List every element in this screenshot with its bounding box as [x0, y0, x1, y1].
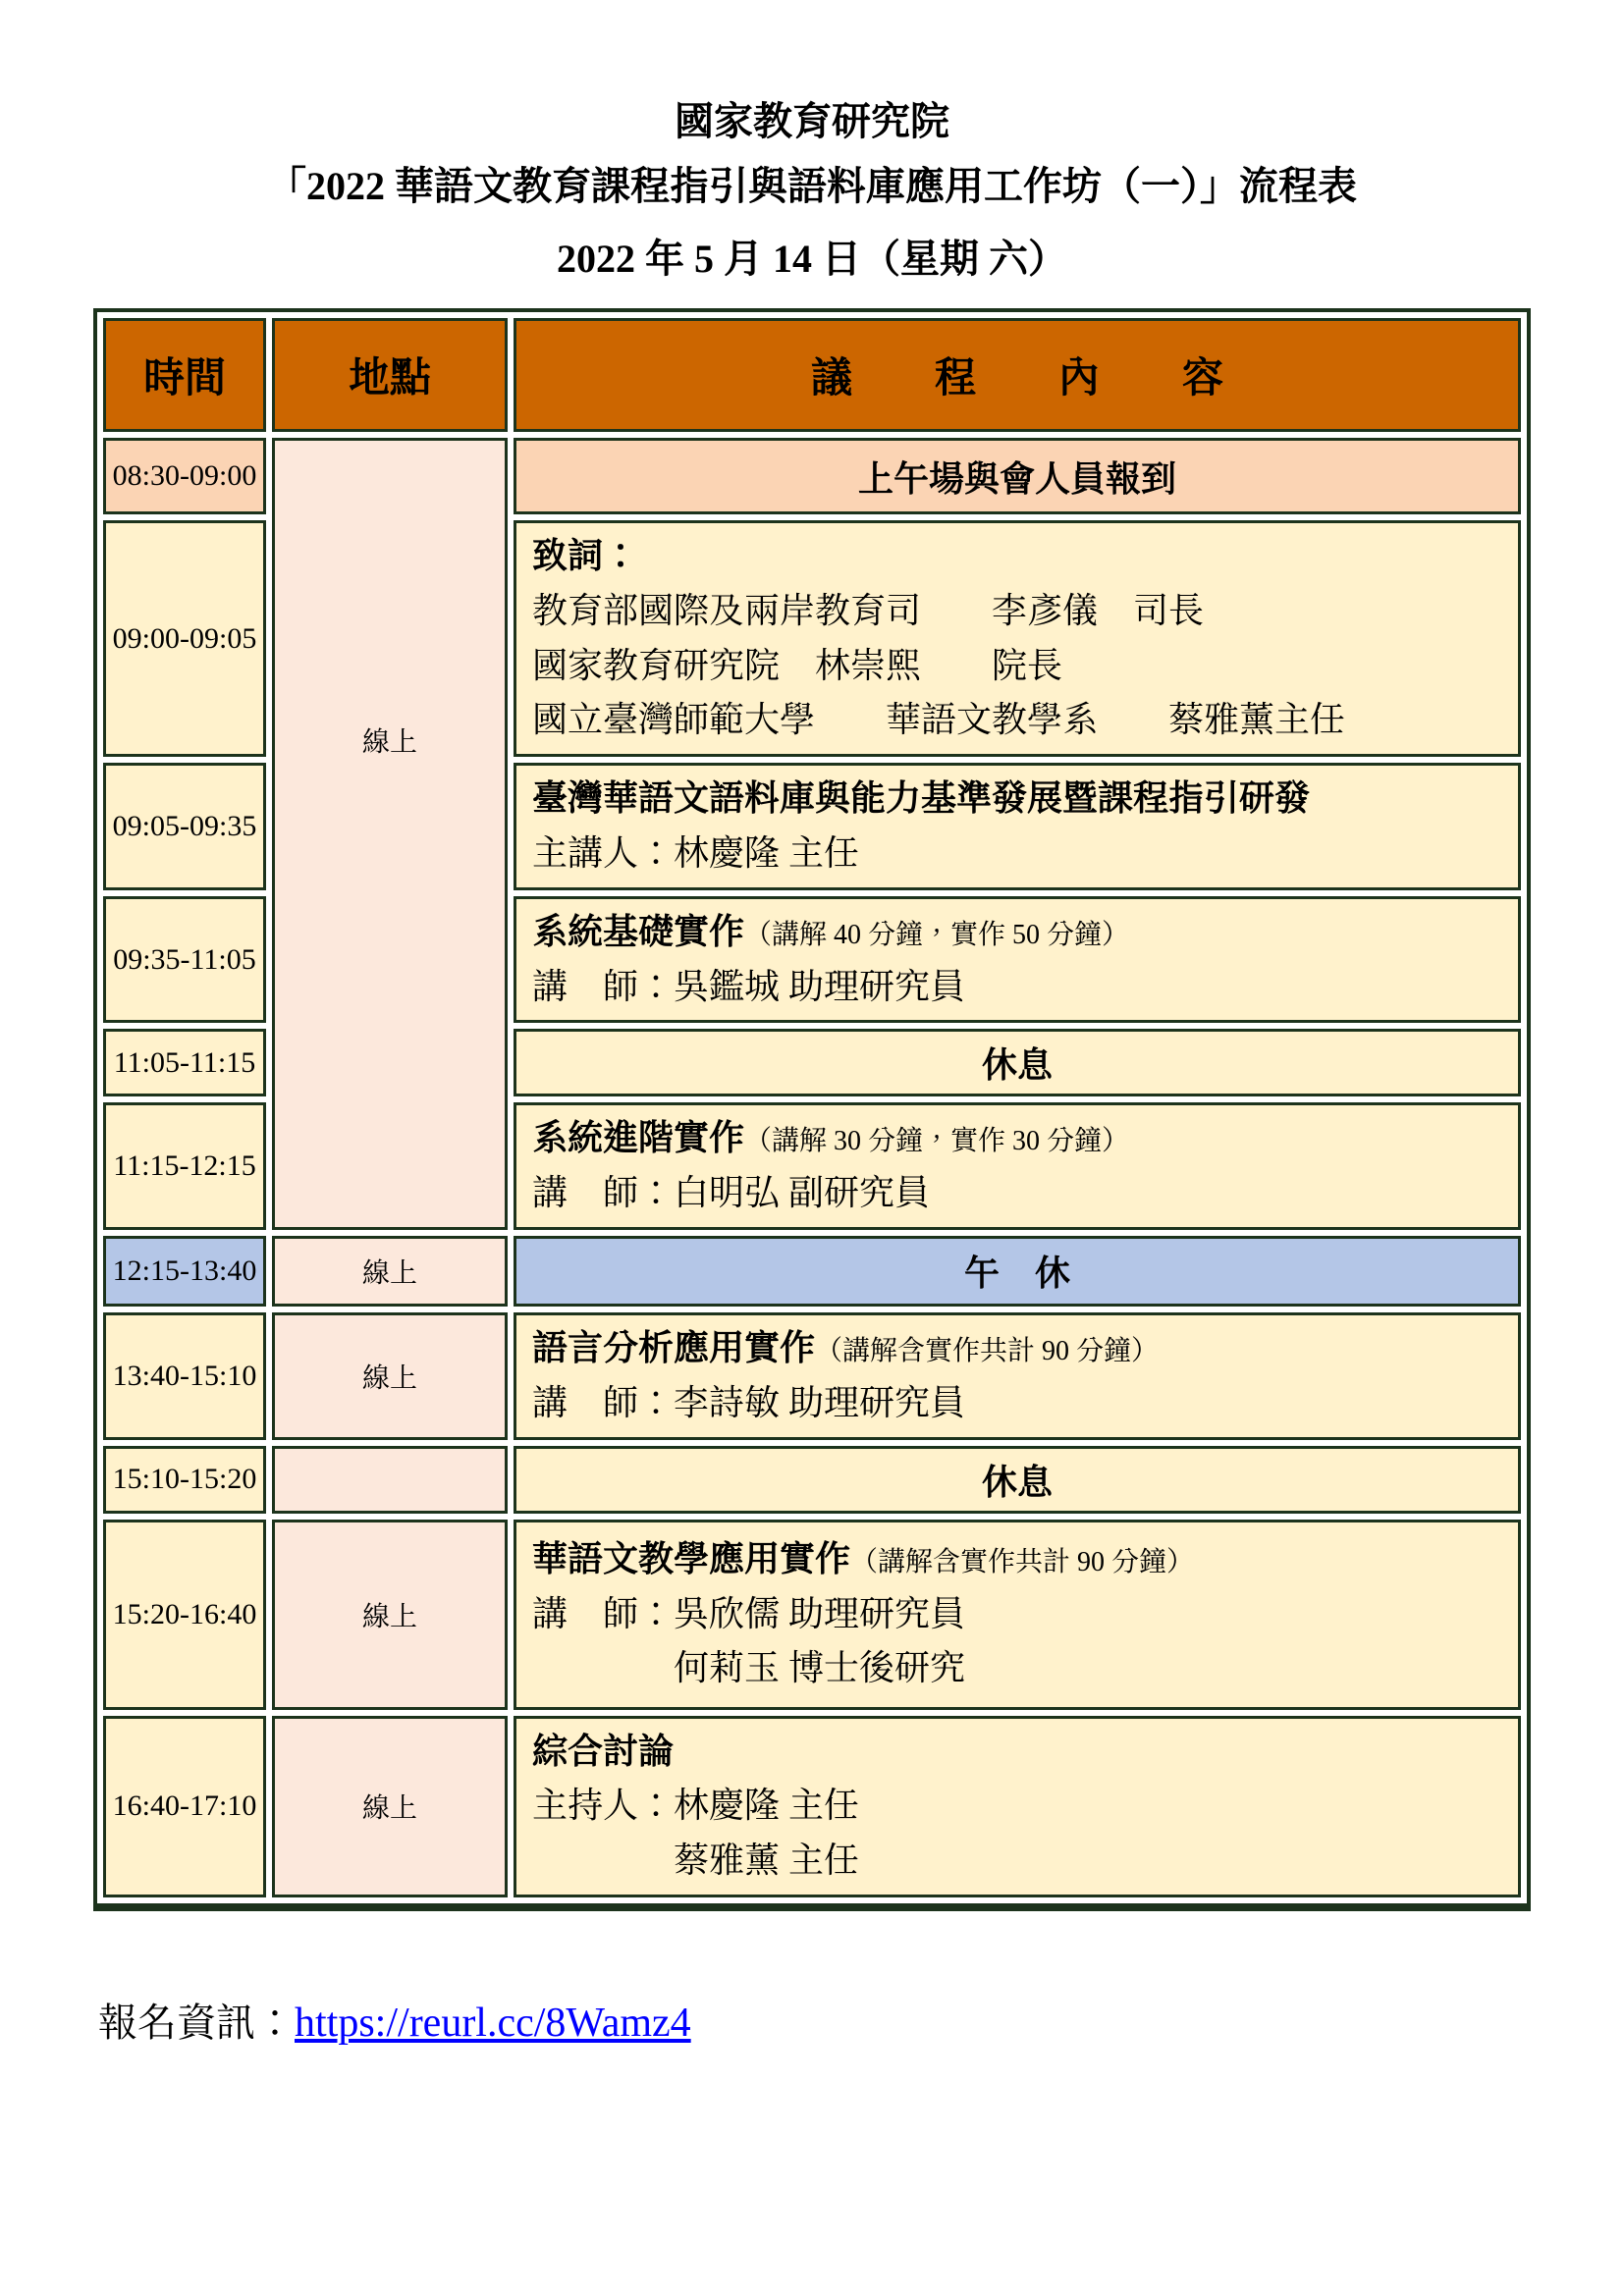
- speaker-line: 講 師：白明弘 副研究員: [532, 1173, 931, 1213]
- location-cell-online-morning: 線上: [272, 438, 508, 1230]
- session-title: 華語文教學應用實作: [532, 1538, 851, 1578]
- table-row: [103, 1520, 1521, 1710]
- content-cell-checkin: 上午場與會人員報到: [514, 438, 1521, 514]
- time-cell: 15:20-16:40: [103, 1520, 266, 1710]
- content-cell-break: 休息: [514, 1446, 1521, 1514]
- location-cell: 線上: [272, 1716, 508, 1897]
- time-cell: 09:05-09:35: [103, 763, 266, 890]
- header-row: [103, 318, 1521, 432]
- speaker-line: 主講人：林慶隆 主任: [532, 832, 860, 873]
- location-cell: 線上: [272, 1312, 508, 1440]
- session-title: 語言分析應用實作: [532, 1327, 816, 1367]
- speaker-line: 蔡雅薰 主任: [532, 1841, 860, 1881]
- content-cell-basic-practice: [514, 896, 1521, 1024]
- workshop-title: 「2022 華語文教育課程指引與語料庫應用工作坊（一）」流程表: [267, 164, 1357, 208]
- content-cell-teaching-practice: [514, 1520, 1521, 1710]
- time-cell: 15:10-15:20: [103, 1446, 266, 1514]
- registration-label: 報名資訊：: [98, 2000, 295, 2045]
- session-title: 綜合討論: [532, 1731, 675, 1771]
- speaker-line: 講 師：李詩敏 助理研究員: [532, 1382, 966, 1422]
- table-row: [103, 1446, 1521, 1514]
- content-cell-break: 休息: [514, 1029, 1521, 1096]
- column-header-time: 時間: [103, 318, 266, 432]
- time-cell: 11:15-12:15: [103, 1102, 266, 1230]
- session-note: （講解含實作共計 90 分鐘）: [815, 1335, 1160, 1366]
- session-title: 系統基礎實作: [532, 911, 745, 951]
- speaker-line: 講 師：吳鑑城 助理研究員: [532, 966, 966, 1006]
- table-row: [103, 1716, 1521, 1897]
- table-row: [103, 1312, 1521, 1440]
- content-cell-lunch: 午 休: [514, 1236, 1521, 1307]
- speaker-line: 國家教育研究院 林崇熙 院長: [532, 645, 1063, 685]
- location-cell: 線上: [272, 1520, 508, 1710]
- content-cell-language-analysis: [514, 1312, 1521, 1440]
- location-cell: 線上: [272, 1236, 508, 1307]
- session-title: 系統進階實作: [532, 1118, 745, 1158]
- column-header-agenda: 議 程 內 容: [514, 318, 1521, 432]
- time-cell: 08:30-09:00: [103, 438, 266, 514]
- table-row: [103, 438, 1521, 514]
- table-row: [103, 1236, 1521, 1307]
- org-title: 國家教育研究院: [675, 99, 949, 143]
- time-cell: 11:05-11:15: [103, 1029, 266, 1096]
- time-cell: 09:35-11:05: [103, 896, 266, 1024]
- schedule-table: [93, 308, 1531, 1911]
- session-note: （講解 40 分鐘，實作 50 分鐘）: [744, 919, 1130, 950]
- time-cell: 13:40-15:10: [103, 1312, 266, 1440]
- time-cell: 09:00-09:05: [103, 520, 266, 757]
- content-cell-advanced-practice: [514, 1102, 1521, 1230]
- speaker-line: 講 師：吳欣儒 助理研究員: [532, 1593, 966, 1633]
- session-title: 致詞：: [532, 536, 639, 575]
- speaker-line: 國立臺灣師範大學 華語文教學系 蔡雅薰主任: [532, 700, 1346, 740]
- location-cell-empty: [272, 1446, 508, 1514]
- content-cell-opening: [514, 520, 1521, 757]
- session-note: （講解含實作共計 90 分鐘）: [850, 1546, 1195, 1577]
- speaker-line: 何莉玉 博士後研究: [532, 1648, 966, 1688]
- content-cell-keynote: [514, 763, 1521, 890]
- speaker-line: 教育部國際及兩岸教育司 李彥儀 司長: [532, 590, 1205, 630]
- date-title: 2022 年 5 月 14 日（星期 六）: [557, 237, 1067, 281]
- content-cell-discussion: [514, 1716, 1521, 1897]
- speaker-line: 主持人：林慶隆 主任: [532, 1786, 860, 1826]
- time-cell: 16:40-17:10: [103, 1716, 266, 1897]
- column-header-location: 地點: [272, 318, 508, 432]
- session-note: （講解 30 分鐘，實作 30 分鐘）: [744, 1126, 1130, 1157]
- session-title: 臺灣華語文語料庫與能力基準發展暨課程指引研發: [532, 778, 1311, 819]
- document-header: [0, 0, 1624, 279]
- time-cell: 12:15-13:40: [103, 1236, 266, 1307]
- registration-link[interactable]: https://reurl.cc/8Wamz4: [295, 2000, 691, 2046]
- registration-info: [98, 1992, 1624, 2048]
